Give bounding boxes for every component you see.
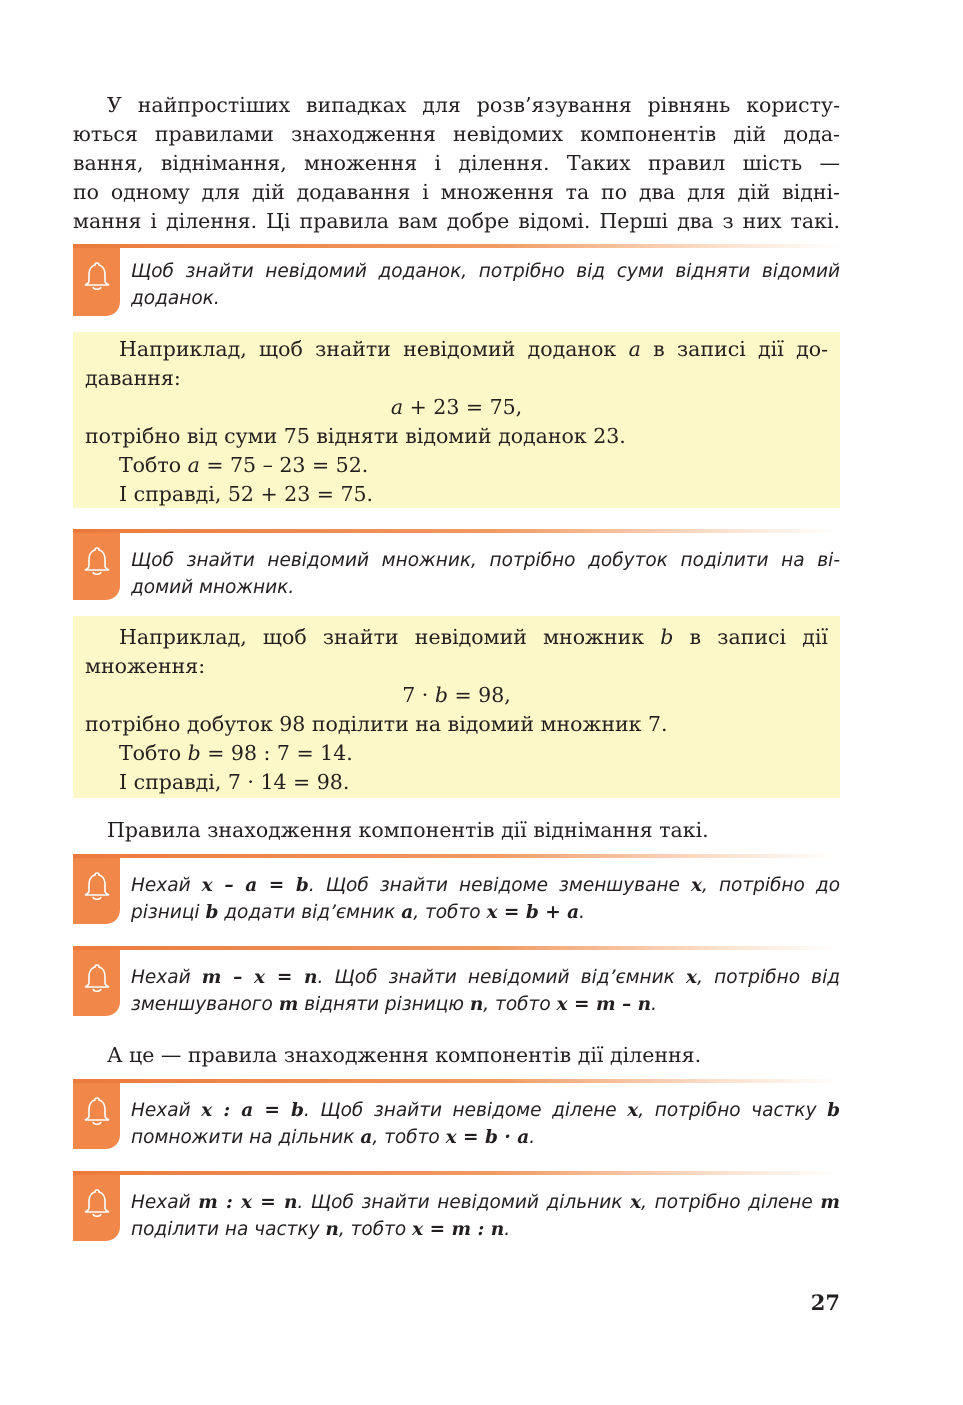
formula: x – a = b [201,875,309,896]
variable: b [187,741,201,765]
formula: m – x = n [201,967,318,988]
rule-box-addend [73,248,840,316]
example-line [85,623,828,652]
example-text: Тобто [119,453,188,477]
equation-text: + 23 = 75, [403,395,523,419]
rule-text [131,258,840,312]
rule-fragment: відняти різницю [298,994,470,1015]
variable: x [627,1100,639,1121]
variable: m [278,994,299,1015]
example-box-addend [73,332,840,508]
rule-box-dividend [73,1083,840,1149]
rule-line [131,991,840,1018]
variable: n [325,1219,339,1240]
variable: x [686,967,698,988]
rule-line: доданок. [131,288,220,309]
intro-line: по одному для дій додавання і множення та по два для дій відні- [73,180,840,204]
example-text: Тобто [119,741,188,765]
variable: b [827,1100,840,1121]
rule-text [131,1097,840,1151]
rule-line [131,1097,840,1124]
rule-fragment: , потрібно ділене [641,1192,821,1213]
example-line: І справді, 52 + 23 = 75. [119,482,374,506]
rule-text [131,1189,840,1243]
rule-tab [73,858,120,924]
rule-tab [73,1175,120,1241]
rule-tab [73,1083,120,1149]
variable: x [690,875,702,896]
rule-fragment: різниці [131,902,206,923]
bell-icon [83,545,111,577]
rule-fragment: . [579,902,586,923]
rule-fragment: помножити на дільник [131,1127,361,1148]
rule-tab [73,950,120,1016]
intro-line: мання і ділення. Ці правила вам добре відомі. Перші два з них такі. [73,209,840,233]
rule-fragment: , тобто [338,1219,413,1240]
variable: b [205,902,219,923]
rule-fragment: . [504,1219,511,1240]
variable: b [434,683,448,707]
intro-line: Правила знаходження компонентів дії віднімання такі. [107,818,709,842]
intro-paragraph [73,91,840,236]
rule-fragment: поділити на частку [131,1219,326,1240]
rule-fragment: , тобто [372,1127,446,1148]
rule-fragment: , потрібно до [702,875,840,896]
variable: a [390,395,404,419]
rule-fragment: . [651,994,657,1015]
rule-fragment: , потрібно частку [638,1100,828,1121]
example-line [85,335,828,364]
rule-fragment: . [529,1127,536,1148]
rule-box-multiplier [73,533,840,600]
intro-line: А це — правила знаходження компонентів дії ділення. [107,1043,702,1067]
formula: x = b · a [445,1127,530,1148]
example-text: в записі дії [689,625,828,649]
division-intro [73,1041,840,1070]
bell-icon [83,870,111,902]
bell-icon [83,1187,111,1219]
formula: x = m : n [412,1219,505,1240]
equation-text: 7 · [402,683,435,707]
rule-line: Щоб знайти невідомий доданок, потрібно від суми відняти відомий [131,261,840,282]
example-line: давання: [85,366,181,390]
variable: a [360,1127,373,1148]
rule-line [131,899,840,926]
example-equation [85,393,828,422]
rule-fragment: , потрібно від [697,967,840,988]
formula: x = m – n [556,994,652,1015]
example-line [85,451,828,480]
rule-tab [73,248,120,316]
variable: b [660,625,674,649]
rule-fragment: , тобто [483,994,557,1015]
formula: m : x = n [198,1192,298,1213]
example-line: множення: [85,654,206,678]
rule-line: домий множник. [131,577,295,598]
example-box-multiplier [73,616,840,798]
page-number: 27 [810,1290,840,1315]
rule-fragment: Нехай [131,1192,199,1213]
example-line [85,739,828,768]
example-line: І справді, 7 · 14 = 98. [119,770,350,794]
rule-fragment: Нехай [131,875,202,896]
example-text: Наприклад, щоб знайти невідомий доданок [119,337,617,361]
rule-fragment: додати від’ємник [218,902,402,923]
example-text: в записі дії до- [653,337,828,361]
rule-fragment: , тобто [413,902,487,923]
rule-fragment: Нехай [131,967,202,988]
variable: n [469,994,484,1015]
variable: m [820,1192,840,1213]
rule-line [131,964,840,991]
subtraction-intro [73,816,840,845]
rule-text [131,872,840,926]
bell-icon [83,1095,111,1127]
formula: x : a = b [201,1100,304,1121]
formula: x = b + a [486,902,580,923]
bell-icon [83,260,111,292]
example-equation [85,681,828,710]
variable: a [628,337,641,361]
example-text: = 98 : 7 = 14. [200,741,353,765]
rule-text [131,547,840,601]
rule-fragment: . Щоб знайти невідоме зменшуване [308,875,691,896]
intro-line: вання, віднімання, множення і ділення. Таких правил шість — [73,151,840,175]
example-text: Наприклад, щоб знайти невідомий множник [119,625,645,649]
rule-line [131,1124,840,1151]
rule-box-minuend [73,858,840,924]
bell-icon [83,962,111,994]
rule-fragment: зменшуваного [131,994,279,1015]
intro-line: У найпростіших випадках для розв’язування рівнянь користу- [107,93,840,117]
rule-box-divisor [73,1175,840,1241]
rule-tab [73,533,120,600]
rule-text [131,964,840,1018]
variable: x [630,1192,642,1213]
rule-line [131,1189,840,1216]
rule-fragment: . Щоб знайти невідоме ділене [303,1100,628,1121]
example-line: потрібно добуток 98 поділити на відомий множник 7. [85,712,668,736]
rule-line [131,1216,840,1243]
intro-line: ються правилами знаходження невідомих компонентів дій дода- [73,122,840,146]
rule-line: Щоб знайти невідомий множник, потрібно добуток поділити на ві- [131,550,840,571]
rule-box-subtrahend [73,950,840,1016]
example-line: потрібно від суми 75 відняти відомий доданок 23. [85,424,626,448]
equation-text: = 98, [447,683,511,707]
variable: a [187,453,200,477]
rule-fragment: . Щоб знайти невідомий дільник [297,1192,631,1213]
example-text: = 75 – 23 = 52. [199,453,369,477]
variable: a [401,902,414,923]
rule-fragment: . Щоб знайти невідомий від’ємник [317,967,687,988]
rule-line [131,872,840,899]
rule-fragment: Нехай [131,1100,202,1121]
